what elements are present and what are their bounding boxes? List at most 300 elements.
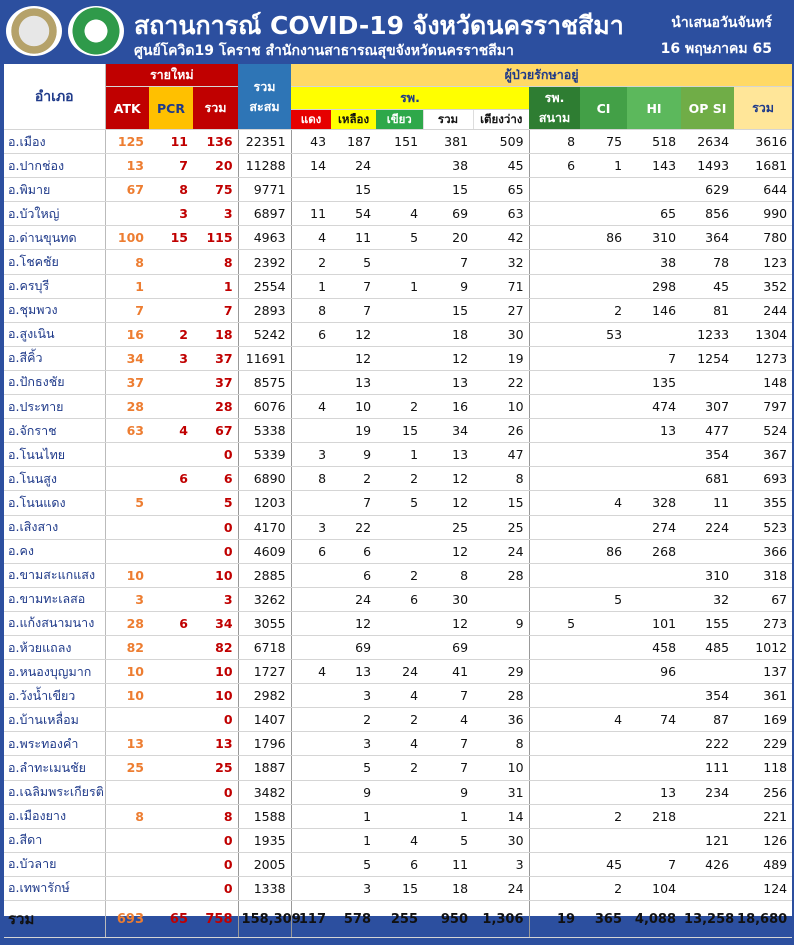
cell-hi: 7 xyxy=(627,852,681,876)
cell-hi xyxy=(627,178,681,202)
table-row xyxy=(4,684,792,708)
cell-green xyxy=(376,298,423,322)
cell-red xyxy=(291,587,331,611)
cell-field xyxy=(529,322,580,346)
cell-yellow: 5 xyxy=(331,250,376,274)
cell-total: 256 xyxy=(734,780,792,804)
cell-yellow: 54 xyxy=(331,202,376,226)
cell-atk: 67 xyxy=(105,178,149,202)
cell-pcr: 4 xyxy=(149,419,193,443)
cell-ci: 4 xyxy=(580,708,627,732)
cell-red xyxy=(291,346,331,370)
cell-hi: 4,088 xyxy=(627,901,681,938)
cell-hi: 474 xyxy=(627,395,681,419)
cell-opsi: 234 xyxy=(681,780,734,804)
cell-opsi: 629 xyxy=(681,178,734,202)
cell-total: 489 xyxy=(734,852,792,876)
cell-sum: 0 xyxy=(193,515,238,539)
cell-red xyxy=(291,828,331,852)
cell-opsi xyxy=(681,804,734,828)
header-beds-available: เตียงว่าง xyxy=(473,110,529,130)
cell-yellow: 12 xyxy=(331,346,376,370)
cell-htot: 69 xyxy=(423,202,473,226)
cell-cum: 8575 xyxy=(238,370,291,394)
cell-ci: 2 xyxy=(580,876,627,900)
cell-field: 5 xyxy=(529,611,580,635)
cell-green: 4 xyxy=(376,202,423,226)
cell-atk: 13 xyxy=(105,732,149,756)
cell-red xyxy=(291,732,331,756)
header-new-cases: รายใหม่ xyxy=(105,64,238,87)
cell-hi: 135 xyxy=(627,370,681,394)
provincial-seal-logo xyxy=(6,6,62,56)
cell-field xyxy=(529,491,580,515)
cell-yellow: 24 xyxy=(331,154,376,178)
cell-red: 6 xyxy=(291,322,331,346)
cell-atk xyxy=(105,828,149,852)
cell-cum: 2005 xyxy=(238,852,291,876)
cell-total: 780 xyxy=(734,226,792,250)
cell-cum: 5339 xyxy=(238,443,291,467)
cell-total: 221 xyxy=(734,804,792,828)
cell-opsi: 681 xyxy=(681,467,734,491)
cell-name: อ.เฉลิมพระเกียรติ xyxy=(4,780,105,804)
cell-red xyxy=(291,804,331,828)
cell-green: 5 xyxy=(376,226,423,250)
cell-atk: 28 xyxy=(105,611,149,635)
cell-sum: 34 xyxy=(193,611,238,635)
cell-pcr xyxy=(149,491,193,515)
cell-ci: 45 xyxy=(580,852,627,876)
cell-atk: 7 xyxy=(105,298,149,322)
cell-sum: 6 xyxy=(193,467,238,491)
cell-yellow: 3 xyxy=(331,876,376,900)
header-hospital: รพ. xyxy=(291,87,529,110)
cell-sum: 10 xyxy=(193,660,238,684)
cell-sum: 0 xyxy=(193,828,238,852)
cell-cum: 3262 xyxy=(238,587,291,611)
cell-field xyxy=(529,587,580,611)
cell-red: 2 xyxy=(291,250,331,274)
cell-cum: 1796 xyxy=(238,732,291,756)
cell-atk: 34 xyxy=(105,346,149,370)
cell-green xyxy=(376,178,423,202)
cell-red: 3 xyxy=(291,443,331,467)
cell-green: 2 xyxy=(376,467,423,491)
cell-field xyxy=(529,876,580,900)
cell-green: 4 xyxy=(376,732,423,756)
cell-yellow: 12 xyxy=(331,611,376,635)
cell-beds: 32 xyxy=(473,250,529,274)
cell-opsi: 45 xyxy=(681,274,734,298)
cell-name: อ.พระทองคำ xyxy=(4,732,105,756)
cell-htot: 12 xyxy=(423,539,473,563)
cell-sum: 75 xyxy=(193,178,238,202)
cell-red: 117 xyxy=(291,901,331,938)
cell-name: อ.ปากช่อง xyxy=(4,154,105,178)
cell-cum: 4170 xyxy=(238,515,291,539)
cell-pcr: 2 xyxy=(149,322,193,346)
cell-green: 4 xyxy=(376,684,423,708)
cell-total: 366 xyxy=(734,539,792,563)
cell-opsi: 11 xyxy=(681,491,734,515)
cell-cum: 2392 xyxy=(238,250,291,274)
cell-name: รวม xyxy=(4,901,105,938)
cell-htot: 13 xyxy=(423,370,473,394)
cell-hi: 104 xyxy=(627,876,681,900)
cell-beds: 30 xyxy=(473,828,529,852)
cell-hi xyxy=(627,587,681,611)
cell-beds: 14 xyxy=(473,804,529,828)
cell-field xyxy=(529,395,580,419)
cell-sum: 28 xyxy=(193,395,238,419)
cell-red xyxy=(291,708,331,732)
cell-name: อ.พิมาย xyxy=(4,178,105,202)
cell-hi: 268 xyxy=(627,539,681,563)
cell-name: อ.บัวใหญ่ xyxy=(4,202,105,226)
report-date: 16 พฤษภาคม 65 xyxy=(660,41,772,57)
cell-beds: 28 xyxy=(473,563,529,587)
cell-htot: 5 xyxy=(423,828,473,852)
cell-field xyxy=(529,202,580,226)
cell-ci: 86 xyxy=(580,539,627,563)
cell-atk xyxy=(105,539,149,563)
cell-cum: 5338 xyxy=(238,419,291,443)
table-row xyxy=(4,419,792,443)
cell-sum: 0 xyxy=(193,539,238,563)
table-row xyxy=(4,443,792,467)
cell-htot: 1 xyxy=(423,804,473,828)
cell-green: 2 xyxy=(376,395,423,419)
cell-field xyxy=(529,804,580,828)
cell-ci xyxy=(580,828,627,852)
cell-yellow: 2 xyxy=(331,467,376,491)
cell-red: 3 xyxy=(291,515,331,539)
cell-htot: 11 xyxy=(423,852,473,876)
cell-field xyxy=(529,635,580,659)
header-cumulative-bottom: สะสม xyxy=(249,98,280,114)
cell-htot: 20 xyxy=(423,226,473,250)
cell-sum: 37 xyxy=(193,370,238,394)
cell-yellow: 11 xyxy=(331,226,376,250)
cell-red xyxy=(291,756,331,780)
cell-yellow: 15 xyxy=(331,178,376,202)
cell-green xyxy=(376,804,423,828)
cell-sum: 7 xyxy=(193,298,238,322)
cell-cum: 2885 xyxy=(238,563,291,587)
cell-ci xyxy=(580,660,627,684)
cell-cum: 1887 xyxy=(238,756,291,780)
header-cumulative-top: รวม xyxy=(253,78,276,94)
cell-htot: 950 xyxy=(423,901,473,938)
ministry-of-public-health-logo xyxy=(68,6,124,56)
cell-pcr xyxy=(149,828,193,852)
cell-cum: 2893 xyxy=(238,298,291,322)
cell-ci xyxy=(580,443,627,467)
cell-htot: 7 xyxy=(423,732,473,756)
cell-opsi xyxy=(681,876,734,900)
cell-pcr: 7 xyxy=(149,154,193,178)
cell-cum: 158,309 xyxy=(238,901,291,938)
table-row xyxy=(4,756,792,780)
cell-name: อ.ครบุรี xyxy=(4,274,105,298)
cell-yellow: 6 xyxy=(331,539,376,563)
cell-ci xyxy=(580,611,627,635)
cell-hi xyxy=(627,322,681,346)
cell-yellow: 3 xyxy=(331,684,376,708)
cell-ci xyxy=(580,250,627,274)
cell-pcr xyxy=(149,876,193,900)
cell-green: 15 xyxy=(376,876,423,900)
table-row xyxy=(4,130,792,154)
cell-field xyxy=(529,708,580,732)
cell-opsi: 426 xyxy=(681,852,734,876)
cell-hi: 13 xyxy=(627,419,681,443)
cell-green: 151 xyxy=(376,130,423,154)
cell-ci xyxy=(580,274,627,298)
cell-sum: 67 xyxy=(193,419,238,443)
cell-htot: 38 xyxy=(423,154,473,178)
cell-htot: 13 xyxy=(423,443,473,467)
cell-hi xyxy=(627,684,681,708)
cell-pcr xyxy=(149,443,193,467)
cell-pcr xyxy=(149,660,193,684)
cell-total: 137 xyxy=(734,660,792,684)
cell-hi: 101 xyxy=(627,611,681,635)
cell-field xyxy=(529,419,580,443)
cell-red: 8 xyxy=(291,467,331,491)
cell-htot: 7 xyxy=(423,684,473,708)
cell-htot: 8 xyxy=(423,563,473,587)
cell-red: 14 xyxy=(291,154,331,178)
cell-opsi: 1493 xyxy=(681,154,734,178)
table-body xyxy=(4,130,792,938)
cell-beds: 8 xyxy=(473,467,529,491)
cell-atk: 82 xyxy=(105,635,149,659)
table-row xyxy=(4,611,792,635)
cell-red xyxy=(291,852,331,876)
cell-name: อ.ด่านขุนทด xyxy=(4,226,105,250)
cell-hi: 13 xyxy=(627,780,681,804)
header-green: เขียว xyxy=(376,110,423,130)
cell-field xyxy=(529,346,580,370)
cell-cum: 4963 xyxy=(238,226,291,250)
cell-ci xyxy=(580,370,627,394)
table-row xyxy=(4,274,792,298)
cell-beds: 42 xyxy=(473,226,529,250)
cell-atk xyxy=(105,708,149,732)
cell-beds: 25 xyxy=(473,515,529,539)
page-title: สถานการณ์ COVID-19 จังหวัดนครราชสีมา xyxy=(134,11,624,40)
cell-red: 4 xyxy=(291,226,331,250)
cell-total: 123 xyxy=(734,250,792,274)
cell-name: อ.โนนไทย xyxy=(4,443,105,467)
cell-green xyxy=(376,370,423,394)
cell-htot: 16 xyxy=(423,395,473,419)
cell-sum: 37 xyxy=(193,346,238,370)
cell-opsi: 485 xyxy=(681,635,734,659)
cell-opsi: 13,258 xyxy=(681,901,734,938)
cell-field xyxy=(529,828,580,852)
cell-atk xyxy=(105,515,149,539)
cell-ci xyxy=(580,732,627,756)
cell-atk xyxy=(105,852,149,876)
cell-hi: 96 xyxy=(627,660,681,684)
cell-beds: 3 xyxy=(473,852,529,876)
cell-total: 124 xyxy=(734,876,792,900)
cell-pcr xyxy=(149,852,193,876)
cell-name: อ.โนนสูง xyxy=(4,467,105,491)
cell-hi xyxy=(627,443,681,467)
cell-htot: 12 xyxy=(423,491,473,515)
cell-yellow: 5 xyxy=(331,756,376,780)
cell-name: อ.เมือง xyxy=(4,130,105,154)
cell-beds: 30 xyxy=(473,322,529,346)
header-hi: HI xyxy=(627,87,681,130)
cell-hi: 518 xyxy=(627,130,681,154)
cell-ci: 86 xyxy=(580,226,627,250)
cell-red: 11 xyxy=(291,202,331,226)
cell-atk: 16 xyxy=(105,322,149,346)
cell-opsi: 856 xyxy=(681,202,734,226)
cell-cum: 9771 xyxy=(238,178,291,202)
cell-sum: 0 xyxy=(193,852,238,876)
covid-table-container xyxy=(4,64,792,928)
cell-green xyxy=(376,154,423,178)
header-patients: ผู้ป่วยรักษาอยู่ xyxy=(291,64,792,87)
cell-yellow: 10 xyxy=(331,395,376,419)
cell-atk: 1 xyxy=(105,274,149,298)
cell-name: อ.สูงเนิน xyxy=(4,322,105,346)
cell-total: 523 xyxy=(734,515,792,539)
cell-sum: 10 xyxy=(193,684,238,708)
cell-field xyxy=(529,852,580,876)
header-grand-total: รวม xyxy=(734,87,792,130)
cell-yellow: 5 xyxy=(331,852,376,876)
cell-total: 1273 xyxy=(734,346,792,370)
cell-green xyxy=(376,635,423,659)
cell-opsi: 224 xyxy=(681,515,734,539)
cell-red xyxy=(291,370,331,394)
cell-beds: 9 xyxy=(473,611,529,635)
cell-atk: 125 xyxy=(105,130,149,154)
cell-ci xyxy=(580,756,627,780)
cell-atk: 693 xyxy=(105,901,149,938)
cell-red: 8 xyxy=(291,298,331,322)
table-row xyxy=(4,154,792,178)
cell-green: 15 xyxy=(376,419,423,443)
cell-green: 1 xyxy=(376,274,423,298)
cell-pcr xyxy=(149,395,193,419)
cell-hi xyxy=(627,563,681,587)
cell-htot: 7 xyxy=(423,756,473,780)
cell-total: 990 xyxy=(734,202,792,226)
cell-beds: 63 xyxy=(473,202,529,226)
cell-red xyxy=(291,876,331,900)
cell-beds: 27 xyxy=(473,298,529,322)
cell-yellow: 6 xyxy=(331,563,376,587)
cell-green: 255 xyxy=(376,901,423,938)
cell-red xyxy=(291,780,331,804)
cell-beds xyxy=(473,587,529,611)
cell-total: 361 xyxy=(734,684,792,708)
cell-sum: 0 xyxy=(193,780,238,804)
cell-opsi: 364 xyxy=(681,226,734,250)
cell-field xyxy=(529,780,580,804)
cell-opsi: 354 xyxy=(681,443,734,467)
cell-atk xyxy=(105,780,149,804)
cell-atk: 3 xyxy=(105,587,149,611)
header-field-hospital-top: รพ. xyxy=(544,90,565,105)
header-red: แดง xyxy=(291,110,331,130)
cell-red xyxy=(291,611,331,635)
cell-pcr xyxy=(149,732,193,756)
cell-total: 524 xyxy=(734,419,792,443)
cell-ci: 365 xyxy=(580,901,627,938)
table-row xyxy=(4,395,792,419)
cell-total: 18,680 xyxy=(734,901,792,938)
cell-red: 43 xyxy=(291,130,331,154)
cell-cum: 6076 xyxy=(238,395,291,419)
cell-htot: 41 xyxy=(423,660,473,684)
cell-total: 169 xyxy=(734,708,792,732)
cell-name: อ.ปักธงชัย xyxy=(4,370,105,394)
cell-yellow: 19 xyxy=(331,419,376,443)
covid-district-table xyxy=(4,64,792,938)
cell-sum: 5 xyxy=(193,491,238,515)
cell-htot: 9 xyxy=(423,274,473,298)
cell-green xyxy=(376,611,423,635)
cell-ci: 4 xyxy=(580,491,627,515)
cell-pcr xyxy=(149,708,193,732)
cell-hi: 38 xyxy=(627,250,681,274)
cell-hi: 328 xyxy=(627,491,681,515)
table-row xyxy=(4,491,792,515)
cell-total: 148 xyxy=(734,370,792,394)
cell-yellow: 7 xyxy=(331,491,376,515)
cell-name: อ.จักราช xyxy=(4,419,105,443)
cell-sum: 3 xyxy=(193,587,238,611)
cell-beds: 10 xyxy=(473,756,529,780)
cell-name: อ.วังน้ำเขียว xyxy=(4,684,105,708)
cell-pcr xyxy=(149,274,193,298)
cell-cum: 6718 xyxy=(238,635,291,659)
cell-total: 318 xyxy=(734,563,792,587)
cell-atk xyxy=(105,202,149,226)
cell-hi: 298 xyxy=(627,274,681,298)
cell-ci: 75 xyxy=(580,130,627,154)
cell-green xyxy=(376,322,423,346)
header-cumulative xyxy=(238,64,291,130)
page-subtitle: ศูนย์โควิด19 โคราช สำนักงานสาธารณสุขจังหวัดนครราชสีมา xyxy=(134,43,514,59)
cell-atk: 37 xyxy=(105,370,149,394)
cell-beds: 22 xyxy=(473,370,529,394)
cell-opsi: 307 xyxy=(681,395,734,419)
cell-yellow: 13 xyxy=(331,660,376,684)
cell-cum: 22351 xyxy=(238,130,291,154)
cell-cum: 1338 xyxy=(238,876,291,900)
cell-total: 118 xyxy=(734,756,792,780)
cell-sum: 25 xyxy=(193,756,238,780)
cell-cum: 1407 xyxy=(238,708,291,732)
cell-beds xyxy=(473,635,529,659)
cell-ci: 5 xyxy=(580,587,627,611)
cell-yellow: 578 xyxy=(331,901,376,938)
cell-field xyxy=(529,443,580,467)
table-row xyxy=(4,780,792,804)
cell-atk: 25 xyxy=(105,756,149,780)
cell-pcr xyxy=(149,804,193,828)
